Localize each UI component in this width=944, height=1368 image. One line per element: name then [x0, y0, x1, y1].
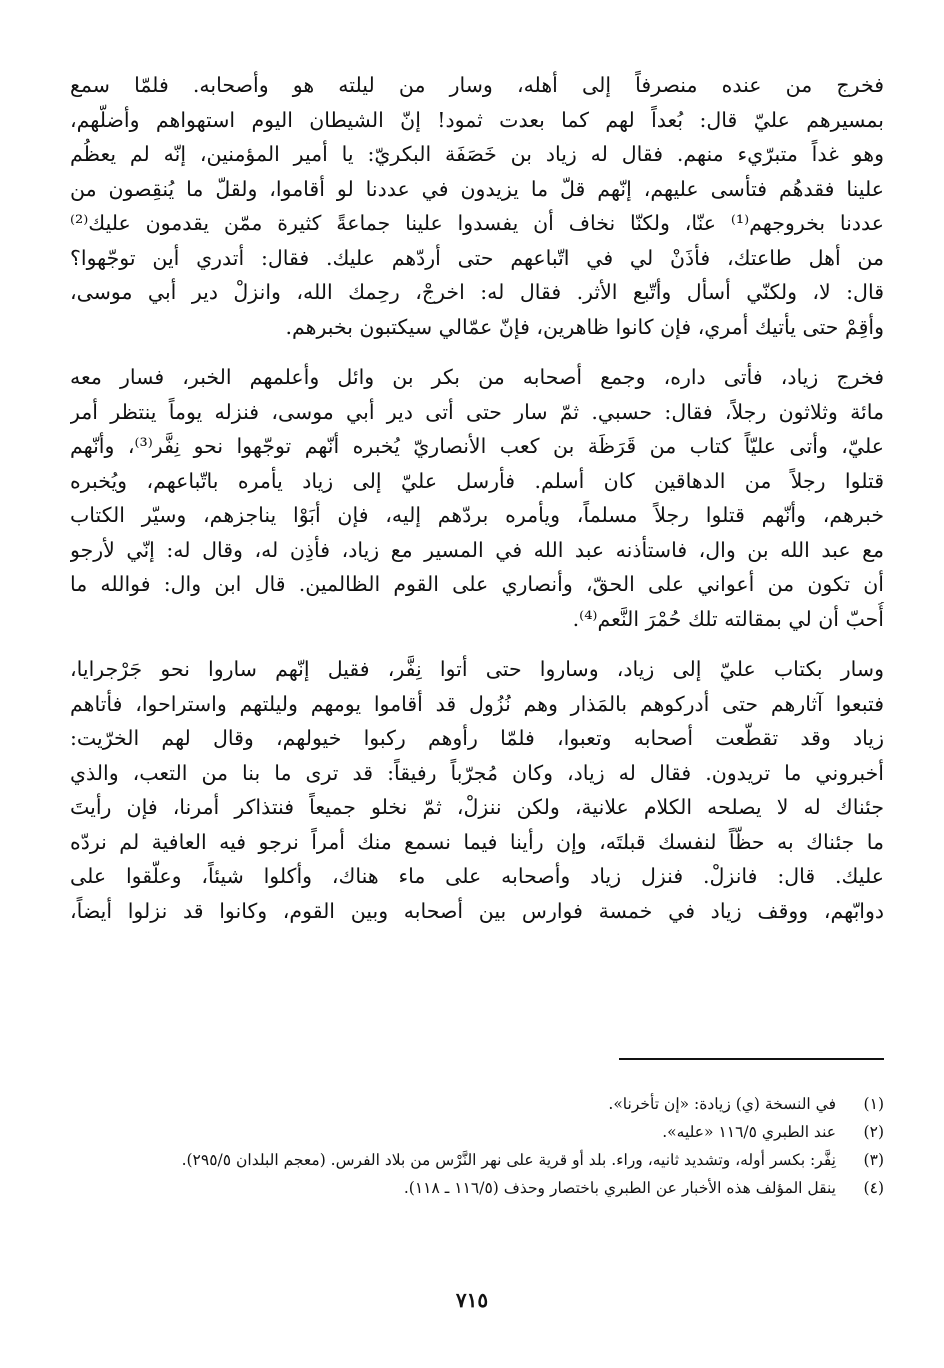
text-line: أن تكون من أعواني على الحقّ، وأنصاري على القوم الظالمين. قال ابن وال: فوالله ما: [70, 572, 884, 596]
text-line: جئناك له لا يصلحه الكلام علانية، ولكن ننزلْ، ثمّ نخلو جميعاً فنتذاكر أمرنا، فإن رأيتَ: [70, 795, 884, 819]
footnote-item: [70, 1146, 884, 1174]
text-line: أُحبّ أن لي بمقالته تلك حُمْرَ النَّعم⁽⁴⁾.: [572, 606, 884, 631]
text-line: ما جئناك به حظّاً لنفسك قبلتَه، وإن رأينا فيما نسمع منك أمراً نرجو فيه العافية لم نردّه: [70, 829, 884, 854]
text-line: وسار بكتاب عليّ إلى زياد، وساروا حتى أتوا نِفَّر، فقيل إنّهم ساروا نحو جَرْجرايا،: [70, 657, 884, 681]
text-line: عليّ، وأتى عليّاً كتاب من قَرَظَة بن كعب الأنصاريّ يُخبره أنّهم توجّهوا نحو نِفَّر⁽³⁾، وأنّهم: [70, 434, 884, 458]
text-line: بمسيرهم عليّ قال: بُعداً لهم كما بعدت ثمود! إنّ الشيطان اليوم استهواهم وأضلّهم،: [70, 107, 884, 132]
main-text: [70, 68, 884, 944]
footnote-number: (٣): [863, 1151, 884, 1169]
text-line: علينا فقدهُم فتأسى عليهم، إنّهم قلّ ما يزيدون في عددنا لو أقاموا، ولقلّ ما يُنقِصون من: [70, 176, 884, 201]
text-line: مائة وثلاثون رجلاً، فقال: حسبي. ثمّ سار حتى أتى دير أبي موسى، فنزله يوماً ينتظر أمر: [70, 399, 884, 424]
paragraph-3: [70, 652, 884, 928]
footnote-number: (١): [863, 1095, 884, 1113]
footnote-item: [70, 1090, 884, 1118]
footnote-number: (٤): [863, 1179, 884, 1197]
page-number: ٧١٥: [455, 1288, 489, 1312]
footnote-text: نِفَّر: بكسر أوله، وتشديد ثانيه، وراء. بلد أو قرية على نهر النَّرْس من بلاد الفرس. (معجم البلدان ٢٩٥/٥).: [181, 1151, 836, 1169]
text-line: فخرج من عنده منصرفاً إلى أهله، وسار من ليلته هو وأصحابه. فلمّا سمع: [70, 73, 884, 97]
text-line: دوابّهم، ووقف زياد في خمسة فوارس بين أصحابه وبين القوم، وكانوا قد نزلوا أيضاً،: [70, 898, 884, 923]
text-line: فخرج زياد، فأتى داره، وجمع أصحابه من بكر بن وائل وأعلمهم الخبر، فسار معه: [70, 365, 884, 389]
text-line: قال: لا، ولكنّي أسأل وأتّبع الأثر. فقال له: اخرجْ، رحِمك الله، وانزلْ دير أبي موسى،: [70, 280, 884, 304]
text-line: وهو غداً متبرّيء منهم. فقال له زياد بن خَصَفَة البكريّ: يا أمير المؤمنين، إنّه لم يعظُم: [70, 142, 884, 166]
text-line: مع عبد الله بن وال، فاستأذنه عبد الله في المسير مع زياد، فأذِن له، وقال له: إنّي لأرجو: [70, 537, 884, 562]
text-line: عليك. قال: فانزلْ. فنزل زياد وأصحابه على ماء هناك، وأكلوا شيئاً، وعلّقوا على: [70, 864, 884, 888]
footnote-text: في النسخة (ي) زيادة: «إن تأخرنا».: [608, 1095, 836, 1113]
footnote-separator: [619, 1058, 884, 1060]
footnote-text: ينقل المؤلف هذه الأخبار عن الطبري باختصار وحذف (١١٦/٥ ـ ١١٨).: [403, 1179, 836, 1197]
footnote-item: [70, 1118, 884, 1146]
text-line: خبرهم، وأنّهم قتلوا رجلاً مسلماً، ويأمره بردّهم إليه، فإن أبَوْا يناجزهم، وسيّر الكتاب: [70, 503, 884, 527]
text-line: فتبعوا آثارهم حتى أدركوهم بالمَذار وهم نُزُول قد أقاموا يومهم وليلتهم واستراحوا، فأتاهم: [70, 691, 884, 716]
footnote-number: (٢): [863, 1123, 884, 1141]
footnote-text: عند الطبري ١١٦/٥ «عليه».: [662, 1123, 836, 1141]
paragraph-1: [70, 68, 884, 344]
text-line: زياد وقد تقطّعت أصحابه وتعبوا، فلمّا رأوهم ركبوا خيولهم، وقال لهم الخرّيت:: [70, 726, 884, 750]
paragraph-2: [70, 360, 884, 636]
text-line: وأقِمْ حتى يأتيك أمري، فإن كانوا ظاهرين، فإنّ عمّالي سيكتبون بخبرهم.: [285, 314, 884, 339]
text-line: عددنا بخروجهم⁽¹⁾ عنّا، ولكنّا نخاف أن يفسدوا علينا جماعةً كثيرة ممّن يقدمون عليك⁽²⁾: [70, 211, 884, 235]
text-line: قتلوا رجلاً من الدهاقين كان أسلم. فأرسل عليّ إلى زياد يأمره باتّباعهم، ويُخبره: [70, 468, 884, 493]
footnote-item: [70, 1174, 884, 1202]
footnotes: [70, 1090, 884, 1202]
text-line: من أهل طاعتك، فأذَنْ لي في اتّباعهم حتى أردّهم عليك. فقال: أتدري أين توجّهوا؟: [70, 245, 884, 270]
text-line: أخبروني ما تريدون. فقال له زياد، وكان مُجرّباً رفيقاً: قد ترى ما بنا من التعب، والذي: [70, 760, 884, 785]
